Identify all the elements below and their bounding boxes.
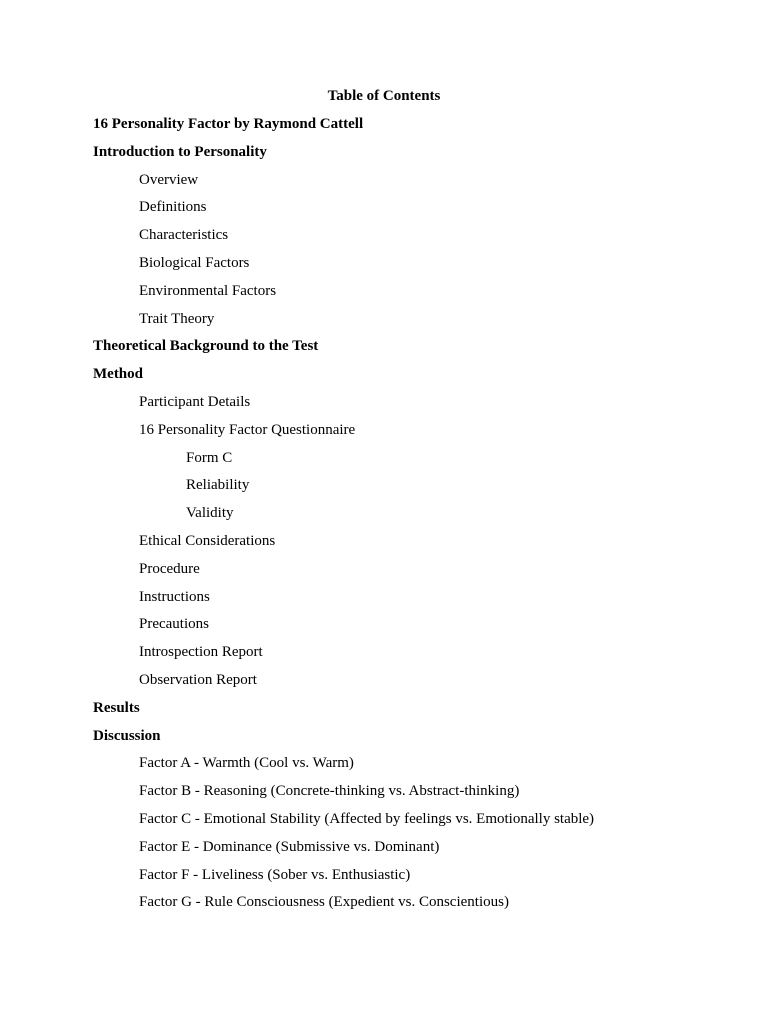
toc-subsubheading: Reliability	[186, 477, 250, 494]
toc-subsubheading: Form C	[186, 449, 233, 466]
toc-subheading: 16 Personality Factor Questionnaire	[139, 421, 356, 438]
toc-subheading: Environmental Factors	[139, 282, 277, 299]
toc-subheading: Factor C - Emotional Stability (Affected by feelings vs. Emotionally stable)	[139, 810, 595, 827]
toc-subheading: Observation Report	[139, 671, 257, 688]
toc-heading: Theoretical Background to the Test	[93, 338, 319, 355]
toc-subheading: Participant Details	[139, 393, 251, 410]
page-title: Table of Contents	[327, 88, 441, 104]
toc-subheading: Factor B - Reasoning (Concrete-thinking vs. Abstract-thinking)	[139, 783, 520, 800]
toc-subheading: Factor E - Dominance (Submissive vs. Dominant)	[139, 838, 440, 855]
toc-subheading: Instructions	[139, 588, 210, 605]
toc-heading: Introduction to Personality	[93, 143, 267, 160]
toc-heading: Discussion	[93, 727, 161, 744]
toc-subheading: Procedure	[139, 560, 200, 577]
toc-subheading: Factor G - Rule Consciousness (Expedient vs. Conscientious)	[139, 894, 509, 911]
toc-subheading: Trait Theory	[139, 310, 215, 327]
toc-subsubheading: Validity	[186, 505, 234, 522]
toc-subheading: Factor F - Liveliness (Sober vs. Enthusiastic)	[139, 866, 411, 883]
toc-heading: Method	[93, 366, 143, 383]
toc-subheading: Definitions	[139, 199, 207, 216]
toc-heading: Results	[93, 699, 140, 716]
toc-subheading: Precautions	[139, 616, 209, 633]
toc-subheading: Overview	[139, 171, 199, 188]
toc-list	[0, 114, 594, 920]
toc-subheading: Ethical Considerations	[139, 532, 276, 549]
toc-subheading: Introspection Report	[139, 644, 263, 661]
toc-subheading: Characteristics	[139, 227, 229, 244]
toc-subheading: Biological Factors	[139, 254, 250, 271]
toc-heading: 16 Personality Factor by Raymond Cattell	[93, 116, 364, 132]
toc-subheading: Factor A - Warmth (Cool vs. Warm)	[139, 755, 354, 772]
